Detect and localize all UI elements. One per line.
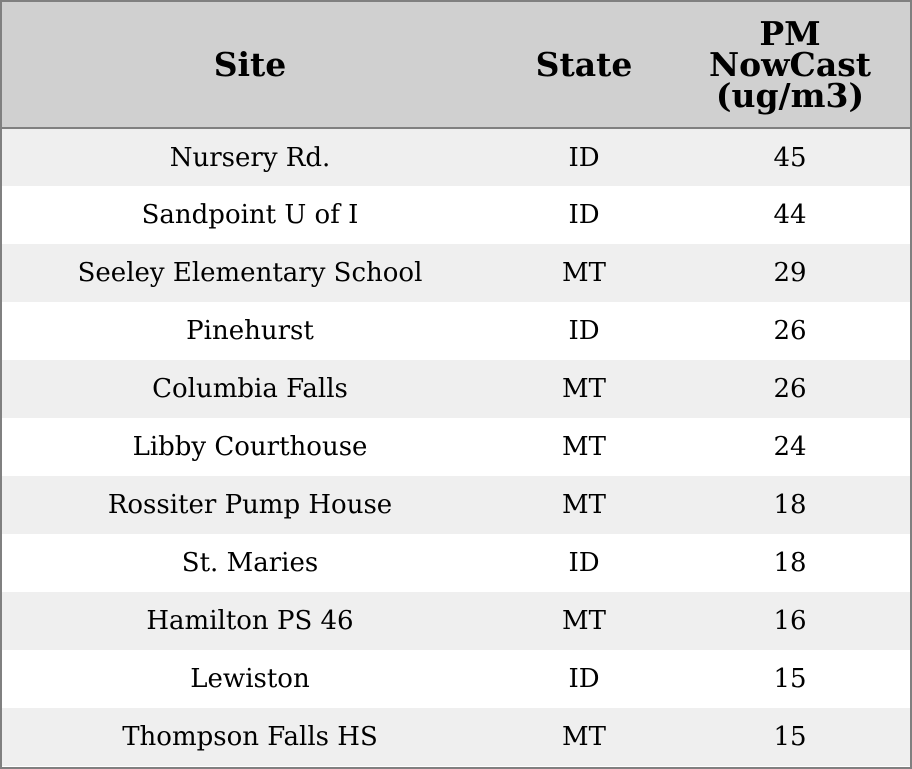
cell-state: ID	[568, 316, 600, 346]
cell-site: Sandpoint U of I	[141, 200, 359, 230]
cell-state: MT	[562, 432, 606, 462]
cell-state: MT	[562, 374, 606, 404]
cell-pm-nowcast: 18	[773, 490, 807, 520]
cell-state: ID	[568, 664, 600, 694]
column-header-state: State	[498, 2, 670, 128]
cell-state: ID	[568, 548, 600, 578]
cell-site: Hamilton PS 46	[146, 606, 354, 636]
cell-pm-nowcast: 15	[773, 722, 807, 752]
cell-pm-nowcast: 45	[773, 142, 807, 173]
table-row	[2, 650, 910, 708]
column-header-pm-nowcast-text: PM NowCast (ug/m3)	[708, 14, 872, 115]
cell-site: Lewiston	[190, 664, 310, 694]
cell-pm-nowcast: 18	[773, 548, 807, 578]
table-row	[2, 128, 910, 186]
cell-site: Thompson Falls HS	[122, 722, 378, 752]
column-header-pm-nowcast	[670, 2, 910, 128]
cell-pm-nowcast: 29	[773, 258, 807, 288]
table-row	[2, 360, 910, 418]
cell-state: MT	[562, 722, 606, 752]
cell-pm-nowcast: 26	[773, 374, 807, 404]
cell-site: Nursery Rd.	[169, 142, 331, 173]
table-row	[2, 302, 910, 360]
table-row	[2, 244, 910, 302]
cell-state: ID	[568, 200, 600, 230]
cell-pm-nowcast: 15	[773, 664, 807, 694]
cell-state: MT	[562, 258, 606, 288]
table-row	[2, 476, 910, 534]
cell-pm-nowcast: 26	[773, 316, 807, 346]
cell-site: St. Maries	[181, 548, 319, 578]
cell-site: Libby Courthouse	[132, 432, 368, 462]
cell-site: Rossiter Pump House	[107, 490, 393, 520]
header-row	[2, 2, 910, 128]
column-header-site: Site	[2, 2, 498, 128]
cell-site: Seeley Elementary School	[77, 258, 423, 288]
cell-site: Columbia Falls	[152, 374, 348, 404]
table-row	[2, 186, 910, 244]
cell-pm-nowcast: 44	[773, 200, 807, 230]
table-row	[2, 708, 910, 766]
cell-state: MT	[562, 490, 606, 520]
pm-nowcast-table	[2, 2, 910, 766]
table-body	[2, 128, 910, 766]
table-row	[2, 592, 910, 650]
table-header	[2, 2, 910, 128]
table-row	[2, 418, 910, 476]
cell-state: ID	[568, 142, 600, 173]
table-row	[2, 534, 910, 592]
cell-state: MT	[562, 606, 606, 636]
cell-pm-nowcast: 16	[773, 606, 807, 636]
cell-pm-nowcast: 24	[773, 432, 807, 462]
cell-site: Pinehurst	[186, 316, 314, 346]
